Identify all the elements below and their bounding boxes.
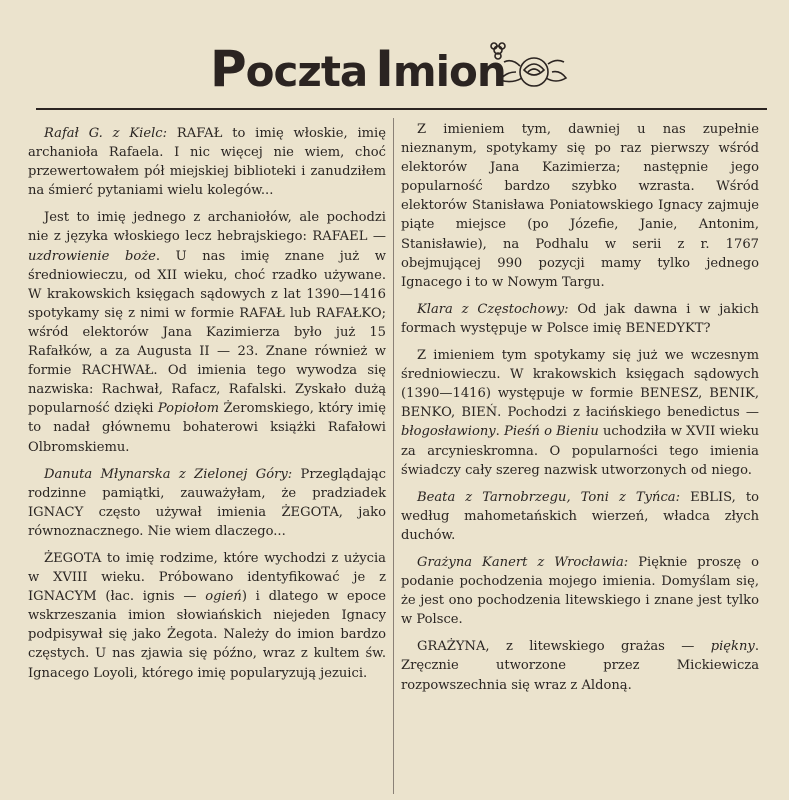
letter-answer: EBLIS, to według mahometańskich wierzeń, władca złych duchów.	[401, 489, 759, 543]
letter-danuta	[28, 465, 386, 541]
answer-text: Z imieniem tym, dawniej u nas zupełnie nieznanym, spotykamy się po raz pierwszy wśród elektorów Jana Kazimierza; następnie jego popularność bardzo szybko wzrasta. Wśród elektorów Stanisława Poniatowskiego Ignacy zajmuje piąte miejsce (po Józefie, Janie, Antonim, Stanisławie), na Podhalu w serii z r. 1767 obejmującej 990 pozycji mamy tylko jednego Ignacego i to w Nowym Targu.	[401, 122, 759, 290]
answer-text: ŻEGOTA to imię rodzime, które wychodzi z użycia w XVIII wieku. Próbowano identyfikować je z IGNACYM (łac. ignis —	[28, 550, 386, 605]
answer-text: Jest to imię jednego z archaniołów, ale pochodzi nie z języka włoskiego lecz hebrajskiego: RAFAEL —	[28, 210, 386, 245]
answer-text: . U nas imię znane już w średniowieczu, od XII wieku, choć rzadko używane. W krakowskich księgach sądowych z lat 1390—1416 spotykamy się z nimi w formie RAFAŁ lub RAFAŁKO; wśród elektorów Jana Kazimierza było już 15 Rafałków, a za Augusta II — 23. Znane również w formie RACHWAŁ. Od imienia tego wywodza się nazwiska: Rachwał, Rafacz, Rafalski. Zyskało dużą popularność dzięki	[28, 248, 386, 417]
answer-italic: ogień	[205, 589, 242, 605]
letter-question: Przeglądając rodzinne pamiątki, zauważyłam, że pradziadek IGNACY często używał imienia ŻEGOTA, jako równoznacznego. Nie wiem dlaczego...	[28, 466, 386, 539]
answer-text: Z imieniem tym spotykamy się już we wczesnym średniowieczu. W krakowskich księgach sądowych (1390—1416) występuje w formie BENESZ, BENIK, BENKO, BIEŃ. Pochodzi z łacińskiego benedictus —	[401, 348, 759, 421]
answer-danuta-continued	[401, 120, 759, 292]
letter-sender: Grażyna Kanert z Wrocławia:	[417, 554, 629, 570]
answer-text: . Zręcznie utworzone przez Mickiewicza rozpowszechnia się wraz z Aldoną.	[401, 639, 759, 693]
answer-text: Żeromskiego, który imię to nadał głównemu bohaterowi książki Rafałowi Olbromskiemu.	[28, 401, 386, 455]
answer-klara	[401, 346, 759, 480]
right-column	[401, 120, 759, 703]
title-word-poczta: oczta	[245, 47, 368, 96]
letter-sender: Klara z Częstochowy:	[417, 301, 569, 317]
answer-text: .	[495, 424, 505, 440]
answer-rafal	[28, 208, 386, 456]
title-initial-i: I	[375, 40, 393, 98]
header-rule	[36, 108, 767, 110]
letter-question: Od jak dawna i w jakich formach występuje w Polsce imię BENEDYKT?	[401, 301, 759, 336]
answer-danuta	[28, 549, 386, 683]
answer-text: ) i dlatego w epoce wskrzeszania imion słowiańskich niejeden Ignacy podpisywał się jako Żegota. Należy do imion bardzo częstych. U nas zjawia się późno, wraz z kultem św. Ignacego Loyoli, którego imię popularyzują jezuici.	[28, 589, 386, 681]
letter-beata	[401, 488, 759, 545]
letter-klara	[401, 300, 759, 338]
answer-text: GRAŻYNA, z litewskiego grażas —	[417, 639, 711, 655]
answer-text: uchodziła w XVII wieku za arcynieskromna. O popularności tego imienia świadczy cały szereg nazwisk utworzonych od niego.	[401, 424, 760, 478]
answer-grazyna	[401, 637, 759, 694]
letter-rafal	[28, 124, 386, 200]
answer-italic: Pieśń o Bieniu	[504, 424, 599, 440]
letter-sender: Rafał G. z Kielc:	[44, 126, 168, 141]
letter-sender: Beata z Tarnobrzegu, Toni z Tyńca:	[417, 489, 681, 505]
column-title	[210, 40, 506, 98]
answer-italic: Popiołom	[157, 401, 220, 417]
column-divider	[393, 118, 394, 794]
title-initial-p: P	[210, 40, 246, 98]
letter-sender: Danuta Młynarska z Zielonej Góry:	[44, 466, 293, 482]
letter-question: Pięknie proszę o podanie pochodzenia mojego imienia. Domyślam się, że jest ono pochodzenia litewskiego i znane jest tylko w Polsce.	[401, 554, 759, 628]
letter-grazyna	[401, 553, 759, 629]
answer-italic: uzdrowienie boże	[28, 248, 156, 264]
answer-italic: piękny	[710, 639, 755, 655]
left-column	[28, 120, 386, 691]
letter-question: RAFAŁ to imię włoskie, imię archanioła Rafaela. I nic więcej nie wiem, choć przewertowałem pół miejskiej biblioteki i zanudziłem na śmierć pytaniami wielu kolegów...	[28, 126, 386, 199]
masthead	[210, 38, 570, 98]
answer-italic: błogosławiony	[401, 424, 496, 440]
title-word-imion: mion	[392, 47, 506, 96]
flower-icon	[482, 40, 570, 94]
